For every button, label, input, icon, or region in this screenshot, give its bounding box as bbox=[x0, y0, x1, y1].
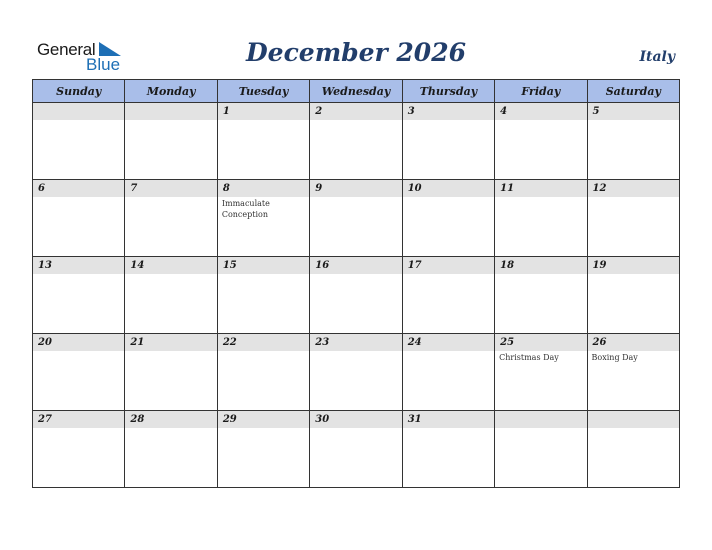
day-cell bbox=[217, 103, 309, 180]
day-cell bbox=[33, 334, 125, 411]
day-cell bbox=[495, 411, 587, 488]
day-number: 3 bbox=[403, 103, 494, 120]
weekday-header: Sunday bbox=[33, 80, 125, 103]
day-cell bbox=[33, 103, 125, 180]
day-number: 20 bbox=[33, 334, 124, 351]
day-cell bbox=[33, 257, 125, 334]
day-cell bbox=[402, 257, 494, 334]
day-number: 5 bbox=[588, 103, 679, 120]
day-cell bbox=[217, 180, 309, 257]
day-number: 21 bbox=[125, 334, 216, 351]
day-cell bbox=[587, 257, 679, 334]
day-number: 7 bbox=[125, 180, 216, 197]
day-cell bbox=[33, 180, 125, 257]
day-cell bbox=[310, 103, 402, 180]
day-number bbox=[588, 411, 679, 428]
day-number: 6 bbox=[33, 180, 124, 197]
day-cell bbox=[495, 103, 587, 180]
day-number: 13 bbox=[33, 257, 124, 274]
week-row bbox=[33, 334, 680, 411]
weekday-header: Friday bbox=[495, 80, 587, 103]
day-number: 1 bbox=[218, 103, 309, 120]
day-cell bbox=[310, 411, 402, 488]
day-number: 16 bbox=[310, 257, 401, 274]
weekday-header: Wednesday bbox=[310, 80, 402, 103]
day-cell bbox=[402, 411, 494, 488]
day-number: 11 bbox=[495, 180, 586, 197]
holiday-label: Immaculate Conception bbox=[221, 199, 270, 219]
day-number: 9 bbox=[310, 180, 401, 197]
day-cell bbox=[587, 411, 679, 488]
calendar-grid bbox=[32, 79, 680, 488]
day-number: 23 bbox=[310, 334, 401, 351]
day-number: 19 bbox=[588, 257, 679, 274]
day-cell bbox=[402, 334, 494, 411]
day-number bbox=[125, 103, 216, 120]
day-number: 12 bbox=[588, 180, 679, 197]
day-cell bbox=[587, 180, 679, 257]
day-cell bbox=[217, 411, 309, 488]
week-row bbox=[33, 257, 680, 334]
day-cell bbox=[402, 180, 494, 257]
day-number bbox=[33, 103, 124, 120]
day-cell bbox=[495, 257, 587, 334]
day-number: 30 bbox=[310, 411, 401, 428]
logo-text-blue: Blue bbox=[86, 55, 121, 74]
holiday-label: Christmas Day bbox=[499, 353, 559, 362]
day-cell bbox=[125, 103, 217, 180]
day-number: 18 bbox=[495, 257, 586, 274]
day-cell bbox=[587, 334, 679, 411]
day-cell bbox=[217, 257, 309, 334]
weekday-header: Monday bbox=[125, 80, 217, 103]
weekday-header: Tuesday bbox=[217, 80, 309, 103]
day-cell bbox=[125, 257, 217, 334]
weekday-header: Thursday bbox=[402, 80, 494, 103]
day-cell bbox=[125, 411, 217, 488]
day-cell bbox=[33, 411, 125, 488]
day-number: 26 bbox=[588, 334, 679, 351]
day-number: 31 bbox=[403, 411, 494, 428]
weekday-header: Saturday bbox=[587, 80, 679, 103]
day-number: 25 bbox=[495, 334, 586, 351]
day-cell bbox=[402, 103, 494, 180]
day-number: 2 bbox=[310, 103, 401, 120]
weekday-header-row bbox=[33, 80, 680, 103]
day-number: 8 bbox=[218, 180, 309, 197]
day-number: 24 bbox=[403, 334, 494, 351]
logo-text-general: General bbox=[37, 40, 96, 59]
day-number: 29 bbox=[218, 411, 309, 428]
holiday-label: Boxing Day bbox=[591, 353, 638, 362]
day-number: 15 bbox=[218, 257, 309, 274]
day-cell bbox=[310, 180, 402, 257]
day-number: 14 bbox=[125, 257, 216, 274]
day-number: 22 bbox=[218, 334, 309, 351]
day-number: 27 bbox=[33, 411, 124, 428]
day-cell bbox=[125, 334, 217, 411]
week-row bbox=[33, 411, 680, 488]
day-cell bbox=[310, 257, 402, 334]
day-cell bbox=[217, 334, 309, 411]
day-cell bbox=[125, 180, 217, 257]
day-number: 28 bbox=[125, 411, 216, 428]
day-number: 17 bbox=[403, 257, 494, 274]
country-label: Italy bbox=[639, 49, 675, 65]
day-cell bbox=[495, 334, 587, 411]
day-number: 10 bbox=[403, 180, 494, 197]
day-number bbox=[495, 411, 586, 428]
week-row bbox=[33, 103, 680, 180]
day-cell bbox=[587, 103, 679, 180]
week-row bbox=[33, 180, 680, 257]
day-number: 4 bbox=[495, 103, 586, 120]
day-cell bbox=[495, 180, 587, 257]
day-cell bbox=[310, 334, 402, 411]
page-title: December 2026 bbox=[245, 38, 466, 67]
